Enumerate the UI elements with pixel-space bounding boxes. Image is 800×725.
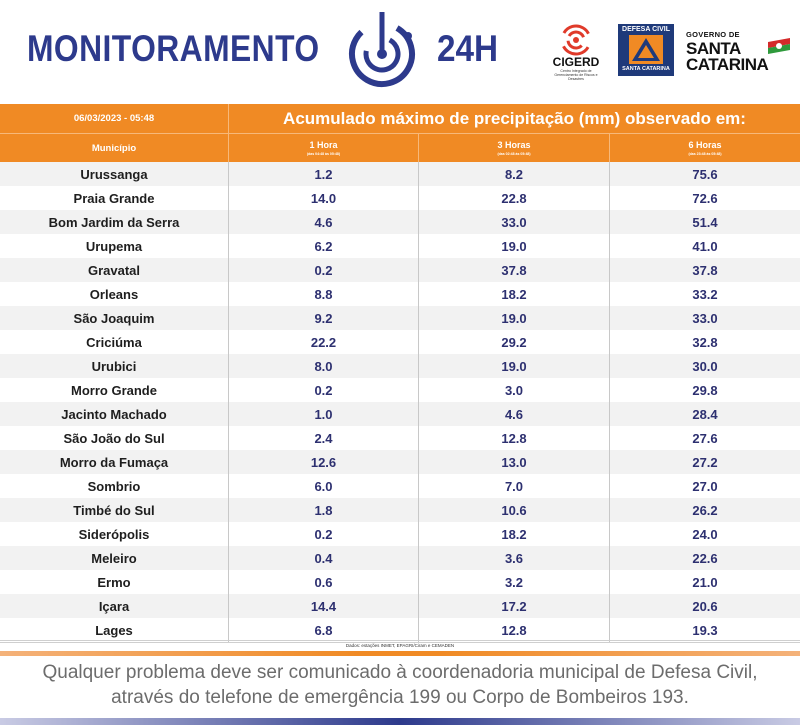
value-3h-cell: 33.0: [419, 210, 610, 234]
value-3h-cell: 3.6: [419, 546, 610, 570]
value-6h-cell: 19.3: [692, 622, 718, 638]
defesa-civil-top: DEFESA CIVIL: [622, 26, 670, 33]
municipio-cell: Gravatal: [0, 258, 229, 282]
value-3h-cell: 8.2: [419, 162, 610, 186]
municipio-cell: Içara: [0, 594, 229, 618]
value-1h-cell: 4.6: [229, 210, 419, 234]
table-row: [0, 546, 800, 571]
signal-icon: [548, 22, 604, 56]
municipio-cell: Meleiro: [0, 546, 229, 570]
value-1h-cell: 14.0: [229, 186, 419, 210]
municipio-cell: Lages: [0, 618, 229, 642]
municipio-cell: São Joaquim: [0, 306, 229, 330]
table-title: Acumulado máximo de precipitação (mm) observado em:: [283, 108, 746, 128]
municipio-cell: Timbé do Sul: [0, 498, 229, 522]
civil-defense-emblem-icon: [629, 35, 663, 64]
value-3h-cell: 37.8: [419, 258, 610, 282]
value-3h-cell: 7.0: [419, 474, 610, 498]
table-header-row: [0, 133, 800, 163]
period-note: (das 23:48 às 05:48): [688, 152, 722, 156]
value-1h-cell: 6.0: [229, 474, 419, 498]
value-6h-cell: 27.2: [692, 454, 718, 470]
value-3h-cell: 17.2: [419, 594, 610, 618]
value-3h-cell: 12.8: [419, 426, 610, 450]
notice-line-1: Qualquer problema deve ser comunicado à coordenadoria municipal de Defesa Civil,: [42, 662, 758, 683]
value-6h-cell: 22.6: [692, 550, 718, 566]
value-6h-cell: 51.4: [692, 214, 718, 230]
value-6h-cell: 27.0: [692, 478, 718, 494]
value-1h-cell: 0.2: [229, 258, 419, 282]
municipio-cell: Criciúma: [0, 330, 229, 354]
governo-sc-logo: [686, 30, 792, 74]
page-title: MONITORAMENTO: [27, 28, 320, 69]
municipio-cell: Urussanga: [0, 162, 229, 186]
table-row: [0, 306, 800, 331]
municipio-cell: Praia Grande: [0, 186, 229, 210]
table-row: [0, 474, 800, 499]
value-1h-cell: 8.0: [229, 354, 419, 378]
municipio-cell: Urubici: [0, 354, 229, 378]
value-3h-cell: 22.8: [419, 186, 610, 210]
municipio-cell: Jacinto Machado: [0, 402, 229, 426]
table-row: [0, 234, 800, 259]
municipio-cell: Orleans: [0, 282, 229, 306]
notice-line-2: através do telefone de emergência 199 ou Corpo de Bombeiros 193.: [111, 687, 689, 708]
data-source-note: Dados: estações INMET, EPAGRI/Ciram e CEMADEN: [0, 640, 800, 651]
radar-icon: [340, 8, 424, 92]
value-6h-cell: 26.2: [692, 502, 718, 518]
period-label: 6 Horas: [688, 140, 722, 150]
column-header-3h: [419, 134, 610, 163]
value-3h-cell: 19.0: [419, 234, 610, 258]
municipio-cell: Sombrio: [0, 474, 229, 498]
municipio-cell: São João do Sul: [0, 426, 229, 450]
cigerd-name: CIGERD: [552, 55, 600, 69]
municipio-cell: Morro da Fumaça: [0, 450, 229, 474]
value-6h-cell: 21.0: [692, 574, 718, 590]
emergency-notice: [0, 657, 800, 715]
value-1h-cell: 22.2: [229, 330, 419, 354]
table-row: [0, 378, 800, 403]
value-1h-cell: 12.6: [229, 450, 419, 474]
value-1h-cell: 2.4: [229, 426, 419, 450]
value-1h-cell: 1.0: [229, 402, 419, 426]
column-header-1h: [229, 134, 419, 163]
period-label: 1 Hora: [309, 140, 338, 150]
table-row: [0, 498, 800, 523]
value-3h-cell: 29.2: [419, 330, 610, 354]
value-6h-cell: 27.6: [692, 430, 718, 446]
table-row: [0, 258, 800, 283]
table-row: [0, 426, 800, 451]
cigerd-subtitle: Centro Integrado de Gerenciamento de Riscos e Desastres: [554, 69, 598, 81]
orange-divider: [0, 651, 800, 656]
value-3h-cell: 19.0: [419, 354, 610, 378]
period-note: (das 02:48 às 05:48): [497, 152, 531, 156]
value-6h-cell: 33.2: [692, 286, 718, 302]
value-1h-cell: 0.2: [229, 522, 419, 546]
table-row: [0, 354, 800, 379]
value-3h-cell: 10.6: [419, 498, 610, 522]
governo-state-line1: SANTA: [686, 39, 741, 58]
table-row: [0, 570, 800, 595]
value-6h-cell: 30.0: [692, 358, 718, 374]
value-1h-cell: 0.4: [229, 546, 419, 570]
value-1h-cell: 8.8: [229, 282, 419, 306]
table-row: [0, 522, 800, 547]
value-3h-cell: 19.0: [419, 306, 610, 330]
column-header-municipio: Município: [0, 134, 229, 163]
timestamp: 06/03/2023 - 05:48: [0, 104, 229, 133]
table-row: [0, 450, 800, 475]
value-3h-cell: 18.2: [419, 522, 610, 546]
table-row: [0, 594, 800, 619]
value-6h-cell: 72.6: [692, 190, 718, 206]
municipio-cell: Ermo: [0, 570, 229, 594]
page-title-suffix: 24H: [437, 28, 499, 69]
value-3h-cell: 18.2: [419, 282, 610, 306]
municipio-cell: Urupema: [0, 234, 229, 258]
flag-icon: [768, 38, 790, 56]
defesa-civil-logo: [618, 24, 674, 76]
table-row: [0, 402, 800, 427]
value-6h-cell: 75.6: [692, 166, 718, 182]
value-3h-cell: 12.8: [419, 618, 610, 642]
column-header-6h: [610, 134, 800, 163]
governo-label: GOVERNO DE: [686, 30, 740, 39]
municipio-cell: Siderópolis: [0, 522, 229, 546]
value-6h-cell: 41.0: [692, 238, 718, 254]
value-1h-cell: 6.8: [229, 618, 419, 642]
value-3h-cell: 3.0: [419, 378, 610, 402]
table-row: [0, 282, 800, 307]
governo-state-line2: CATARINA: [686, 55, 769, 74]
page-header: [0, 0, 800, 104]
cigerd-logo: [548, 22, 604, 82]
table-row: [0, 162, 800, 187]
value-6h-cell: 29.8: [692, 382, 718, 398]
municipio-cell: Morro Grande: [0, 378, 229, 402]
value-3h-cell: 13.0: [419, 450, 610, 474]
value-1h-cell: 0.6: [229, 570, 419, 594]
value-1h-cell: 9.2: [229, 306, 419, 330]
value-3h-cell: 3.2: [419, 570, 610, 594]
value-3h-cell: 4.6: [419, 402, 610, 426]
table-row: [0, 210, 800, 235]
value-1h-cell: 1.2: [229, 162, 419, 186]
value-6h-cell: 28.4: [692, 406, 718, 422]
table-row: [0, 330, 800, 355]
table-title-row: [0, 104, 800, 133]
value-1h-cell: 6.2: [229, 234, 419, 258]
table-row: [0, 186, 800, 211]
value-6h-cell: 32.8: [692, 334, 718, 350]
bottom-divider: [0, 718, 800, 725]
value-6h-cell: 33.0: [692, 310, 718, 326]
value-6h-cell: 20.6: [692, 598, 718, 614]
defesa-civil-bottom: SANTA CATARINA: [622, 66, 670, 72]
value-6h-cell: 37.8: [692, 262, 718, 278]
value-1h-cell: 0.2: [229, 378, 419, 402]
period-label: 3 Horas: [497, 140, 531, 150]
municipio-cell: Bom Jardim da Serra: [0, 210, 229, 234]
period-note: (das 04:48 às 05:48): [306, 152, 341, 156]
value-6h-cell: 24.0: [692, 526, 718, 542]
value-1h-cell: 14.4: [229, 594, 419, 618]
value-1h-cell: 1.8: [229, 498, 419, 522]
